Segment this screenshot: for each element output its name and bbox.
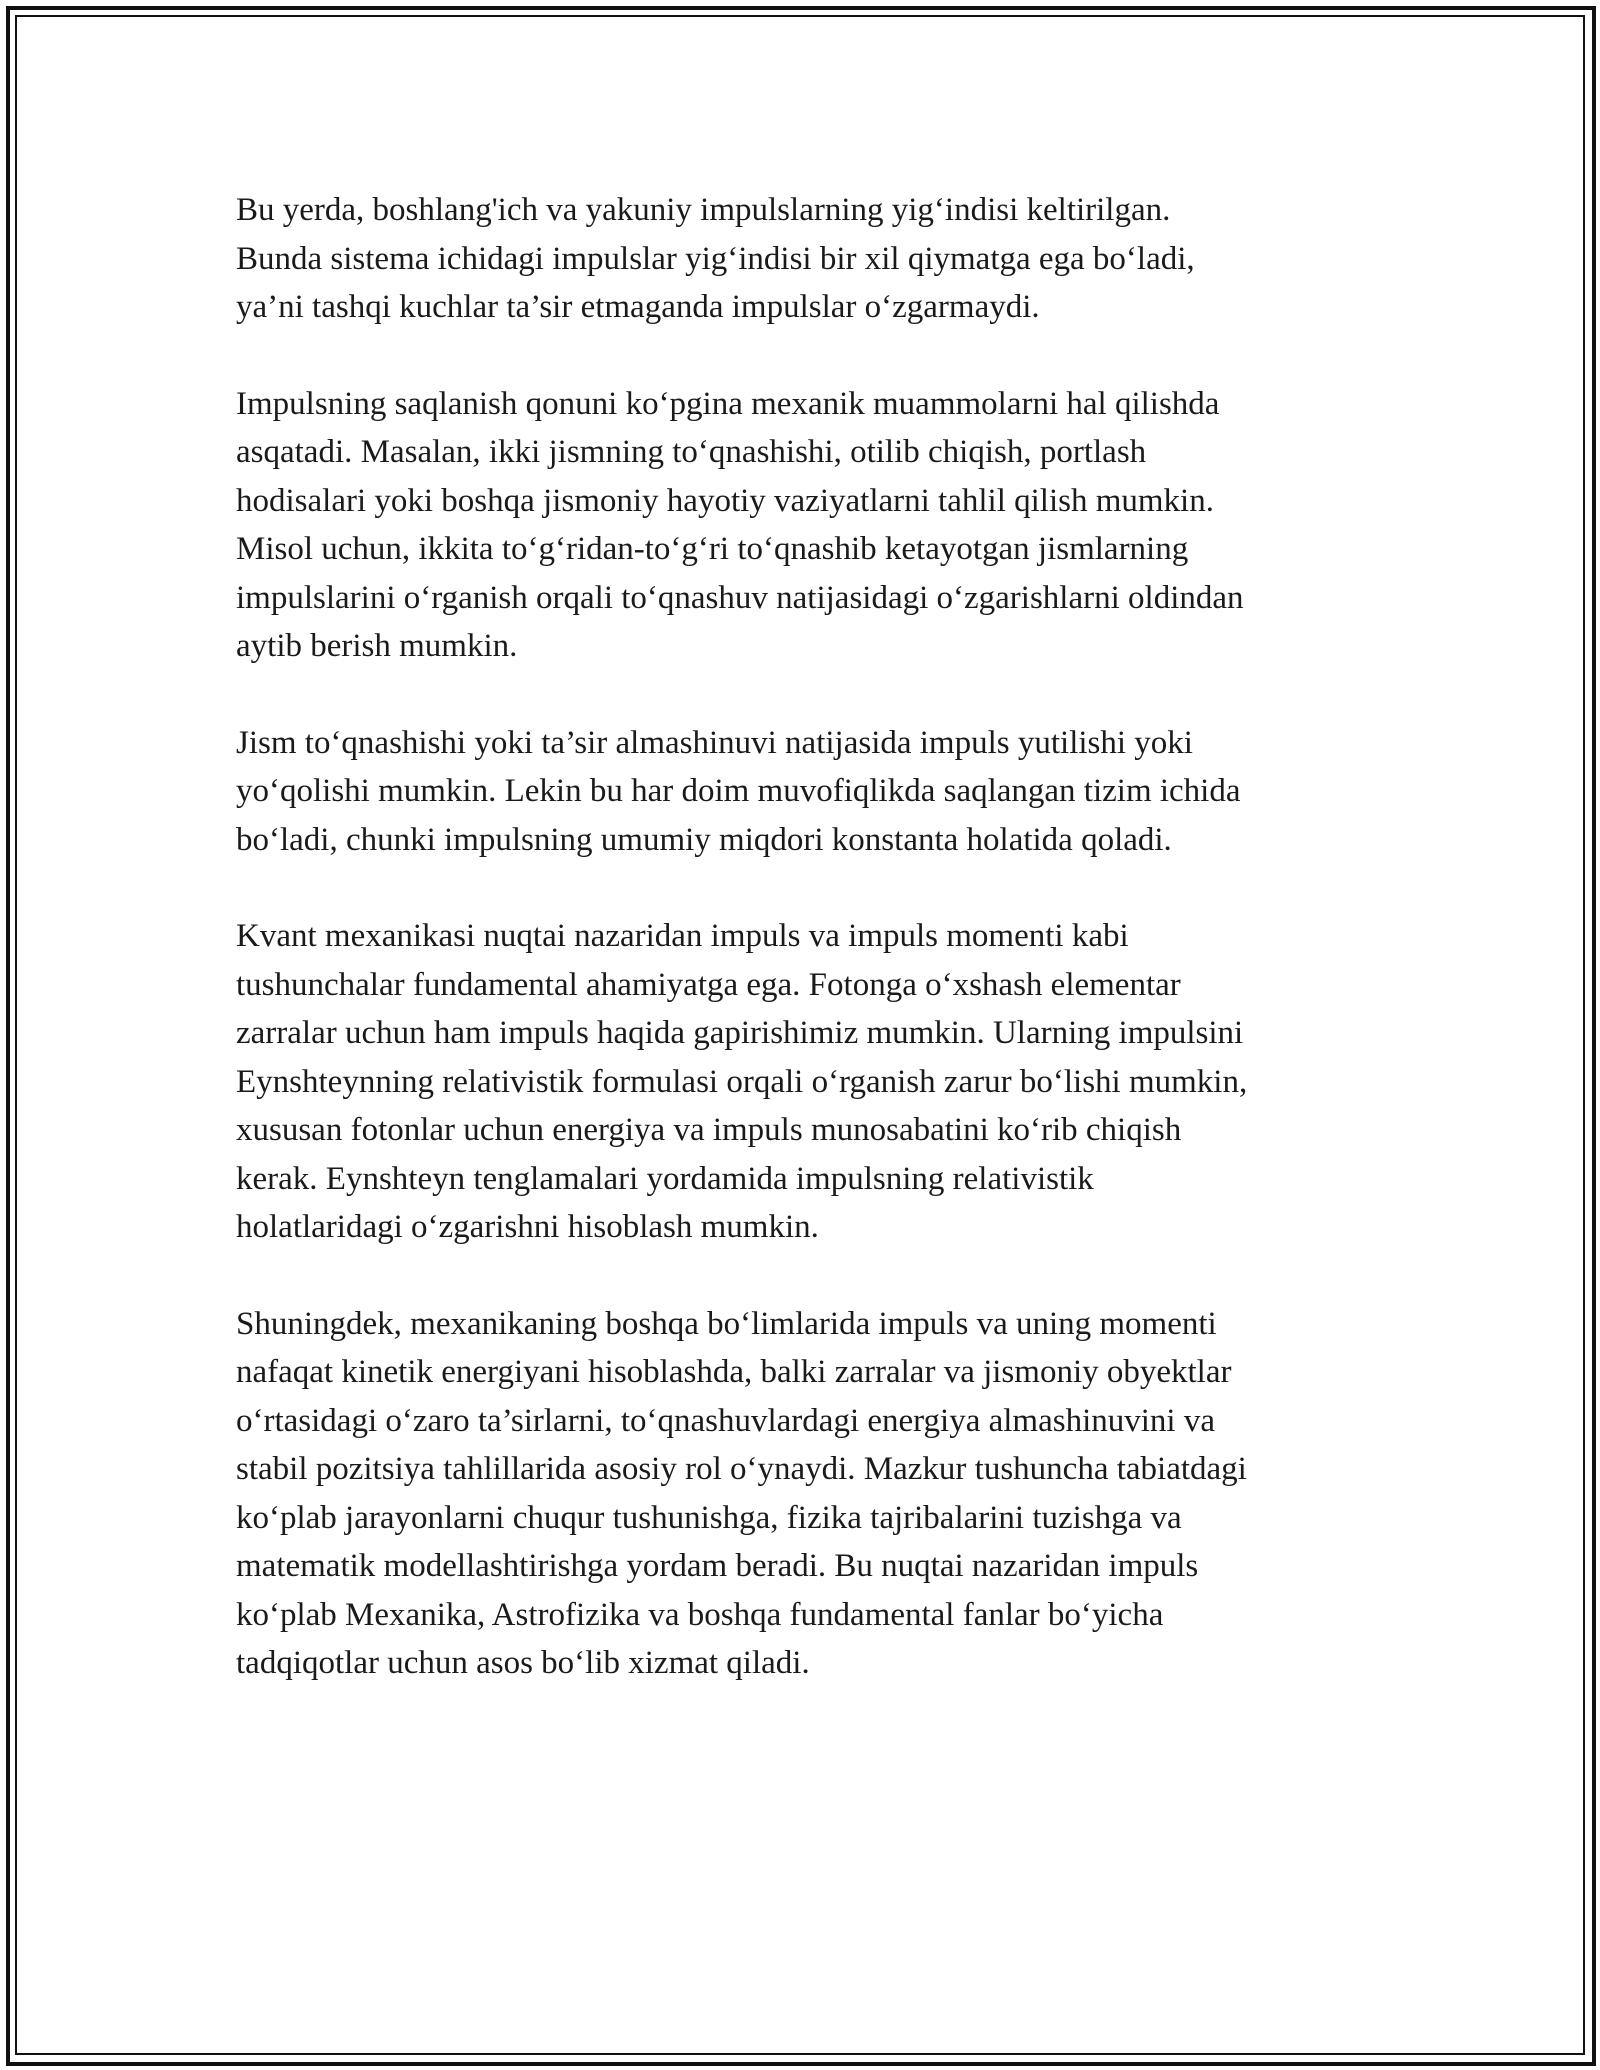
paragraph-5 — [236, 1300, 1366, 1688]
paragraph-2 — [236, 380, 1366, 671]
text-line: Bunda sistema ichidagi impulslar yig‘indisi bir xil qiymatga ega bo‘ladi, — [236, 240, 1195, 277]
text-line: matematik modellashtirishga yordam beradi. Bu nuqtai nazaridan impuls — [236, 1548, 1199, 1584]
text-line: o‘rtasidagi o‘zaro ta’sirlarni, to‘qnashuvlardagi energiya almashinuvini va — [236, 1402, 1215, 1439]
text-line: nafaqat kinetik energiyani hisoblashda, balki zarralar va jismoniy obyektlar — [236, 1354, 1232, 1390]
text-line: tushunchalar fundamental ahamiyatga ega. Fotonga o‘xshash elementar — [236, 966, 1181, 1003]
text-line: ko‘plab jarayonlarni chuqur tushunishga, fizika tajribalarini tuzishga va — [236, 1499, 1182, 1536]
text-line: asqatadi. Masalan, ikki jismning to‘qnashishi, otilib chiqish, portlash — [236, 434, 1147, 470]
text-line: hodisalari yoki boshqa jismoniy hayotiy vaziyatlarni tahlil qilish mumkin. — [236, 482, 1214, 519]
document-body — [236, 186, 1366, 1736]
text-line: xususan fotonlar uchun energiya va impuls munosabatini ko‘rib chiqish — [236, 1112, 1182, 1148]
text-line: zarralar uchun ham impuls haqida gapirishimiz mumkin. Ularning impulsini — [236, 1015, 1244, 1051]
text-line: bo‘ladi, chunki impulsning umumiy miqdori konstanta holatida qoladi. — [236, 821, 1172, 858]
text-line: Eynshteynning relativistik formulasi orqali o‘rganish zarur bo‘lishi mumkin, — [236, 1063, 1248, 1100]
text-line: yo‘qolishi mumkin. Lekin bu har doim muvofiqlikda saqlangan tizim ichida — [236, 773, 1241, 809]
text-line: Kvant mexanikasi nuqtai nazaridan impuls va impuls momenti kabi — [236, 918, 1129, 954]
text-line: Impulsning saqlanish qonuni ko‘pgina mexanik muammolarni hal qilishda — [236, 385, 1220, 422]
text-line: Jism to‘qnashishi yoki ta’sir almashinuvi natijasida impuls yutilishi yoki — [236, 724, 1193, 761]
text-line: kerak. Eynshteyn tenglamalari yordamida impulsning relativistik — [236, 1160, 1094, 1197]
paragraph-3 — [236, 719, 1366, 865]
text-line: Bu yerda, boshlang'ich va yakuniy impulslarning yig‘indisi keltirilgan. — [236, 192, 1171, 228]
text-line: aytib berish mumkin. — [236, 628, 518, 664]
text-line: ko‘plab Mexanika, Astrofizika va boshqa fundamental fanlar bo‘yicha — [236, 1596, 1164, 1633]
text-line: Shuningdek, mexanikaning boshqa bo‘limlarida impuls va uning momenti — [236, 1305, 1217, 1342]
paragraph-1 — [236, 186, 1366, 332]
paragraph-4 — [236, 912, 1366, 1252]
text-line: holatlaridagi o‘zgarishni hisoblash mumkin. — [236, 1209, 819, 1245]
text-line: Misol uchun, ikkita to‘g‘ridan-to‘g‘ri to‘qnashib ketayotgan jismlarning — [236, 531, 1189, 567]
text-line: tadqiqotlar uchun asos bo‘lib xizmat qiladi. — [236, 1645, 810, 1681]
text-line: ya’ni tashqi kuchlar ta’sir etmaganda impulslar o‘zgarmaydi. — [236, 289, 1040, 325]
text-line: stabil pozitsiya tahlillarida asosiy rol o‘ynaydi. Mazkur tushuncha tabiatdagi — [236, 1451, 1247, 1487]
text-line: impulslarini o‘rganish orqali to‘qnashuv natijasidagi o‘zgarishlarni oldindan — [236, 579, 1244, 616]
